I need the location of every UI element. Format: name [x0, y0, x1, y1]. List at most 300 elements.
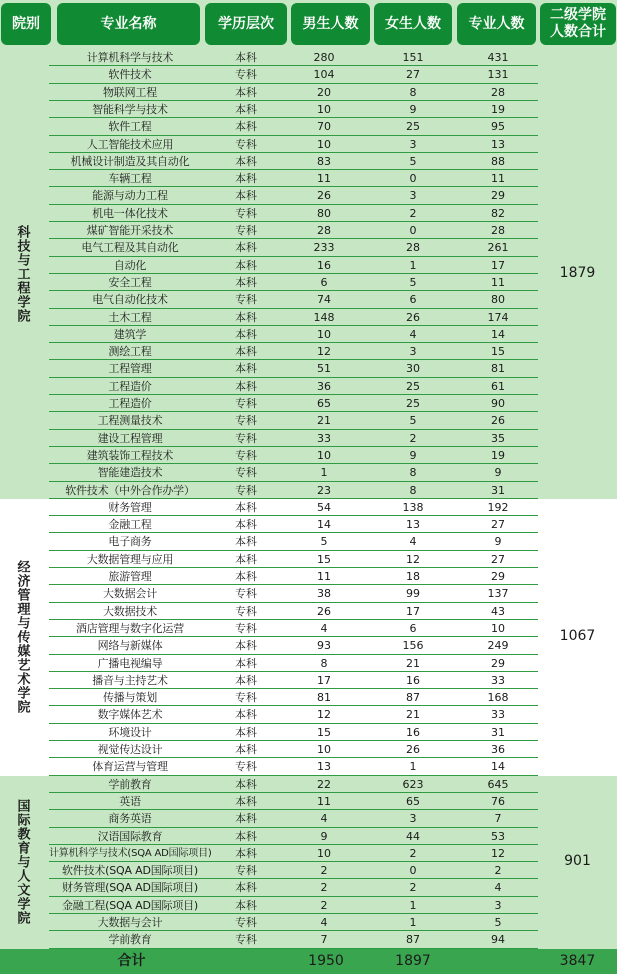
male-count: 6 [320, 275, 328, 289]
male-count: 22 [317, 777, 331, 791]
female-count: 9 [409, 448, 417, 462]
female-count: 2 [409, 431, 417, 445]
female-count: 25 [406, 379, 420, 393]
major-name: 视觉传达设计 [97, 743, 163, 756]
table-row [0, 326, 617, 343]
major-name: 传播与策划 [103, 691, 157, 705]
degree-level: 专科 [235, 604, 257, 618]
female-count: 1 [409, 258, 417, 272]
major-total: 7 [494, 812, 502, 826]
degree-level: 本科 [235, 120, 257, 134]
female-count: 25 [406, 120, 420, 134]
degree-level: 本科 [235, 241, 257, 255]
major-total: 261 [487, 241, 509, 255]
footer-male-total: 1950 [308, 953, 344, 969]
male-count: 15 [317, 552, 331, 566]
major-total: 192 [487, 500, 509, 514]
major-name: 金融工程 [108, 518, 152, 532]
degree-level: 本科 [235, 673, 257, 687]
major-total: 15 [491, 345, 505, 359]
male-count: 93 [317, 639, 331, 653]
male-count: 2 [320, 881, 328, 895]
male-count: 70 [317, 120, 331, 134]
major-total: 31 [491, 483, 505, 497]
female-count: 6 [409, 293, 417, 307]
major-total: 76 [491, 794, 505, 808]
degree-level: 专科 [235, 864, 257, 878]
major-name: 测绘工程 [108, 345, 152, 359]
major-name: 建筑学 [113, 327, 147, 341]
male-count: 7 [320, 933, 328, 947]
major-total: 174 [487, 310, 509, 324]
table-row [0, 49, 617, 66]
major-total: 61 [491, 379, 505, 393]
male-count: 233 [313, 241, 335, 255]
header-total: 专业人数 [457, 3, 536, 45]
female-count: 1 [409, 898, 417, 912]
table-row [0, 499, 617, 516]
major-total: 3 [494, 898, 502, 912]
major-name: 大数据会计 [103, 587, 157, 601]
major-total: 88 [491, 154, 505, 168]
major-name: 智能建造技术 [97, 466, 163, 480]
female-count: 21 [406, 656, 420, 670]
table-row [0, 776, 617, 793]
degree-level: 本科 [235, 102, 257, 116]
major-total: 2 [494, 864, 502, 878]
major-name: 机电一体化技术 [92, 206, 168, 220]
male-count: 10 [317, 102, 331, 116]
major-name: 体育运营与管理 [92, 760, 168, 774]
male-count: 8 [320, 656, 328, 670]
female-count: 1 [409, 760, 417, 774]
major-name: 大数据与会计 [97, 916, 163, 929]
table-row [0, 845, 617, 862]
degree-level: 专科 [235, 293, 257, 307]
male-count: 280 [313, 51, 335, 64]
female-count: 87 [406, 691, 420, 705]
major-total: 31 [491, 725, 505, 739]
major-name: 计算机科学与技术(SQA AD国际项目) [49, 847, 212, 859]
header-male: 男生人数 [291, 3, 370, 45]
male-count: 11 [317, 794, 331, 808]
major-name: 车辆工程 [108, 172, 152, 186]
female-count: 0 [409, 864, 417, 878]
degree-level: 专科 [235, 137, 257, 151]
female-count: 21 [406, 708, 420, 722]
male-count: 148 [313, 310, 335, 324]
female-count: 26 [406, 310, 420, 324]
major-name: 工程造价 [108, 379, 152, 393]
major-total: 137 [487, 587, 509, 601]
male-count: 2 [320, 898, 328, 912]
degree-level: 专科 [235, 760, 257, 774]
female-count: 16 [406, 673, 420, 687]
female-count: 5 [409, 414, 417, 428]
female-count: 4 [409, 535, 417, 549]
table-row [0, 360, 617, 377]
major-total: 33 [491, 708, 505, 722]
male-count: 9 [320, 829, 328, 843]
table-row [0, 66, 617, 83]
degree-level: 本科 [235, 639, 257, 653]
footer-female-total: 1897 [395, 953, 431, 969]
degree-level: 本科 [235, 258, 257, 272]
male-count: 16 [317, 258, 331, 272]
major-name: 金融工程(SQA AD国际项目) [61, 898, 199, 912]
table-row [0, 464, 617, 481]
female-count: 99 [406, 587, 420, 601]
degree-level: 本科 [235, 51, 257, 64]
table-row [0, 309, 617, 326]
footer-grand-total: 3847 [559, 953, 596, 969]
female-count: 3 [409, 812, 417, 826]
table-row [0, 931, 617, 948]
degree-level: 本科 [235, 172, 257, 186]
female-count: 8 [409, 483, 417, 497]
female-count: 6 [409, 621, 417, 635]
degree-level: 本科 [235, 189, 257, 203]
degree-level: 专科 [235, 431, 257, 445]
female-count: 138 [402, 500, 424, 514]
table-row [0, 222, 617, 239]
degree-level: 本科 [235, 345, 257, 359]
male-count: 1 [320, 466, 328, 480]
table-row [0, 136, 617, 153]
degree-level: 专科 [235, 206, 257, 220]
male-count: 104 [313, 68, 335, 82]
major-name: 学前教育 [108, 933, 152, 947]
degree-level: 本科 [235, 362, 257, 376]
major-name: 电子商务 [108, 535, 152, 549]
major-total: 17 [491, 258, 505, 272]
degree-level: 专科 [235, 224, 257, 237]
female-count: 26 [406, 743, 420, 756]
major-name: 网络与新媒体 [97, 639, 163, 653]
table-row [0, 568, 617, 585]
major-name: 软件技术（中外合作办学） [65, 483, 195, 497]
table-row [0, 828, 617, 845]
major-total: 29 [491, 570, 505, 583]
major-name: 安全工程 [108, 275, 152, 289]
table-row [0, 793, 617, 810]
table-row [0, 758, 617, 775]
major-total: 36 [491, 743, 505, 756]
table-row [0, 118, 617, 135]
degree-level: 本科 [235, 327, 257, 341]
major-total: 28 [491, 224, 505, 237]
female-count: 30 [406, 362, 420, 376]
major-name: 大数据技术 [103, 604, 157, 618]
male-count: 65 [317, 397, 331, 410]
footer-totals-row [0, 949, 617, 974]
female-count: 0 [409, 172, 417, 186]
major-name: 英语 [119, 794, 141, 808]
degree-level: 专科 [235, 68, 257, 82]
male-count: 12 [317, 708, 331, 722]
male-count: 10 [317, 327, 331, 341]
female-count: 27 [406, 68, 420, 82]
degree-level: 本科 [235, 898, 257, 912]
header-college-total-line2: 人数合计 [550, 24, 606, 40]
female-count: 5 [409, 154, 417, 168]
major-total: 9 [494, 535, 502, 549]
male-count: 10 [317, 846, 331, 860]
male-count: 54 [317, 500, 331, 514]
major-name: 大数据管理与应用 [86, 552, 174, 566]
table-row [0, 274, 617, 291]
degree-level: 专科 [235, 691, 257, 705]
header-female: 女生人数 [374, 3, 452, 45]
major-total: 168 [487, 691, 509, 705]
major-name: 商务英语 [108, 812, 152, 826]
college-name: 科技与工程学院 [14, 224, 30, 323]
female-count: 9 [409, 102, 417, 116]
major-total: 95 [491, 120, 505, 134]
female-count: 2 [409, 846, 417, 860]
major-total: 94 [491, 933, 505, 947]
male-count: 4 [320, 621, 328, 635]
major-name: 财务管理 [108, 500, 152, 514]
male-count: 13 [317, 760, 331, 774]
major-name: 自动化 [113, 258, 147, 272]
female-count: 3 [409, 345, 417, 359]
table-row [0, 603, 617, 620]
degree-level: 专科 [235, 483, 257, 497]
major-total: 5 [494, 916, 502, 929]
female-count: 87 [406, 933, 420, 947]
degree-level: 本科 [235, 570, 257, 583]
male-count: 81 [317, 691, 331, 705]
header-level: 学历层次 [205, 3, 287, 45]
table-row [0, 84, 617, 101]
major-name: 软件工程 [108, 120, 152, 134]
major-total: 14 [491, 327, 505, 341]
table-row [0, 430, 617, 447]
male-count: 17 [317, 673, 331, 687]
major-name: 建筑装饰工程技术 [86, 448, 174, 462]
female-count: 16 [406, 725, 420, 739]
header-college: 院别 [1, 3, 51, 45]
college-total-count: 901 [564, 853, 591, 870]
male-count: 5 [320, 535, 328, 549]
female-count: 1 [409, 916, 417, 929]
degree-level: 本科 [235, 725, 257, 739]
major-name: 计算机科学与技术 [86, 51, 174, 64]
table-row [0, 257, 617, 274]
degree-level: 本科 [235, 552, 257, 566]
table-row [0, 343, 617, 360]
female-count: 18 [406, 570, 420, 583]
degree-level: 专科 [235, 466, 257, 480]
table-row [0, 482, 617, 499]
male-count: 74 [317, 293, 331, 307]
major-name: 能源与动力工程 [92, 189, 168, 203]
major-name: 智能科学与技术 [92, 102, 168, 116]
female-count: 623 [402, 777, 424, 791]
female-count: 5 [409, 275, 417, 289]
table-row [0, 672, 617, 689]
major-total: 26 [491, 414, 505, 428]
table-row [0, 101, 617, 118]
table-row [0, 914, 617, 931]
major-name: 财务管理(SQA AD国际项目) [61, 881, 199, 895]
major-total: 27 [491, 518, 505, 532]
female-count: 4 [409, 327, 417, 341]
female-count: 156 [402, 639, 424, 653]
table-row [0, 724, 617, 741]
degree-level: 本科 [235, 535, 257, 549]
male-count: 26 [317, 604, 331, 618]
major-total: 82 [491, 206, 505, 220]
table-row [0, 620, 617, 637]
male-count: 83 [317, 154, 331, 168]
degree-level: 本科 [235, 812, 257, 826]
table-row [0, 879, 617, 896]
major-total: 90 [491, 397, 505, 410]
table-row [0, 516, 617, 533]
college-name: 国际教育与人文学院 [14, 799, 30, 926]
degree-level: 本科 [235, 275, 257, 289]
major-total: 11 [491, 275, 505, 289]
table-row [0, 291, 617, 308]
degree-level: 本科 [235, 154, 257, 168]
major-name: 机械设计制造及其自动化 [70, 154, 190, 168]
female-count: 17 [406, 604, 420, 618]
male-count: 11 [317, 570, 331, 583]
major-total: 12 [491, 846, 505, 860]
female-count: 151 [402, 51, 424, 64]
table-row [0, 378, 617, 395]
female-count: 0 [409, 224, 417, 237]
degree-level: 本科 [235, 829, 257, 843]
female-count: 25 [406, 397, 420, 410]
college-total-count: 1067 [559, 628, 596, 645]
major-total: 131 [487, 68, 509, 82]
major-name: 工程管理 [108, 362, 152, 376]
major-total: 19 [491, 102, 505, 116]
male-count: 14 [317, 518, 331, 532]
major-total: 14 [491, 760, 505, 774]
major-total: 249 [487, 639, 509, 653]
college-name: 经济管理与传媒艺术学院 [14, 560, 30, 715]
major-total: 28 [491, 85, 505, 99]
degree-level: 专科 [235, 933, 257, 947]
major-total: 11 [491, 172, 505, 186]
major-total: 35 [491, 431, 505, 445]
male-count: 26 [317, 189, 331, 203]
major-total: 53 [491, 829, 505, 843]
degree-level: 专科 [235, 916, 257, 929]
female-count: 13 [406, 518, 420, 532]
major-name: 数字媒体艺术 [97, 708, 163, 722]
major-name: 工程造价 [108, 397, 152, 410]
degree-level: 专科 [235, 397, 257, 410]
major-total: 81 [491, 362, 505, 376]
degree-level: 本科 [235, 85, 257, 99]
degree-level: 本科 [235, 310, 257, 324]
table-row [0, 533, 617, 550]
major-name: 软件技术(SQA AD国际项目) [61, 864, 199, 878]
male-count: 38 [317, 587, 331, 601]
major-name: 软件技术 [108, 68, 152, 82]
male-count: 10 [317, 743, 331, 756]
degree-level: 本科 [235, 777, 257, 791]
female-count: 44 [406, 829, 420, 843]
major-name: 电气工程及其自动化 [81, 241, 179, 255]
major-name: 广播电视编导 [97, 656, 163, 670]
degree-level: 专科 [235, 621, 257, 635]
table-row [0, 689, 617, 706]
degree-level: 本科 [235, 743, 257, 756]
table-row [0, 153, 617, 170]
table-row [0, 706, 617, 723]
table-row [0, 810, 617, 827]
table-row [0, 862, 617, 879]
female-count: 2 [409, 881, 417, 895]
female-count: 2 [409, 206, 417, 220]
table-row [0, 741, 617, 758]
degree-level: 本科 [235, 794, 257, 808]
major-name: 旅游管理 [108, 570, 152, 583]
major-total: 19 [491, 448, 505, 462]
degree-level: 专科 [235, 587, 257, 601]
degree-level: 本科 [235, 518, 257, 532]
table-row [0, 551, 617, 568]
degree-level: 本科 [235, 500, 257, 514]
header-college-total-line1: 二级学院 [550, 7, 606, 23]
male-count: 33 [317, 431, 331, 445]
major-name: 酒店管理与数字化运营 [76, 621, 184, 635]
major-total: 43 [491, 604, 505, 618]
major-total: 27 [491, 552, 505, 566]
major-total: 9 [494, 466, 502, 480]
female-count: 12 [406, 552, 420, 566]
major-name: 环境设计 [108, 725, 152, 739]
male-count: 80 [317, 206, 331, 220]
header-college-total [540, 3, 616, 45]
table-row [0, 447, 617, 464]
major-total: 29 [491, 189, 505, 203]
male-count: 36 [317, 379, 331, 393]
female-count: 8 [409, 85, 417, 99]
table-row [0, 585, 617, 602]
table-row [0, 205, 617, 222]
male-count: 12 [317, 345, 331, 359]
major-total: 4 [494, 881, 502, 895]
college-total-count: 1879 [559, 264, 596, 281]
table-row [0, 170, 617, 187]
male-count: 10 [317, 137, 331, 151]
male-count: 20 [317, 85, 331, 99]
table-row [0, 897, 617, 914]
female-count: 3 [409, 137, 417, 151]
major-name: 煤矿智能开采技术 [86, 224, 174, 237]
footer-label: 合计 [117, 953, 146, 969]
major-name: 电气自动化技术 [92, 293, 168, 307]
major-name: 工程测量技术 [97, 414, 163, 428]
major-total: 10 [491, 621, 505, 635]
major-total: 33 [491, 673, 505, 687]
male-count: 2 [320, 864, 328, 878]
female-count: 8 [409, 466, 417, 480]
male-count: 4 [320, 916, 328, 929]
major-name: 汉语国际教育 [97, 829, 163, 843]
male-count: 23 [317, 483, 331, 497]
header-major: 专业名称 [57, 3, 200, 45]
male-count: 15 [317, 725, 331, 739]
male-count: 21 [317, 414, 331, 428]
